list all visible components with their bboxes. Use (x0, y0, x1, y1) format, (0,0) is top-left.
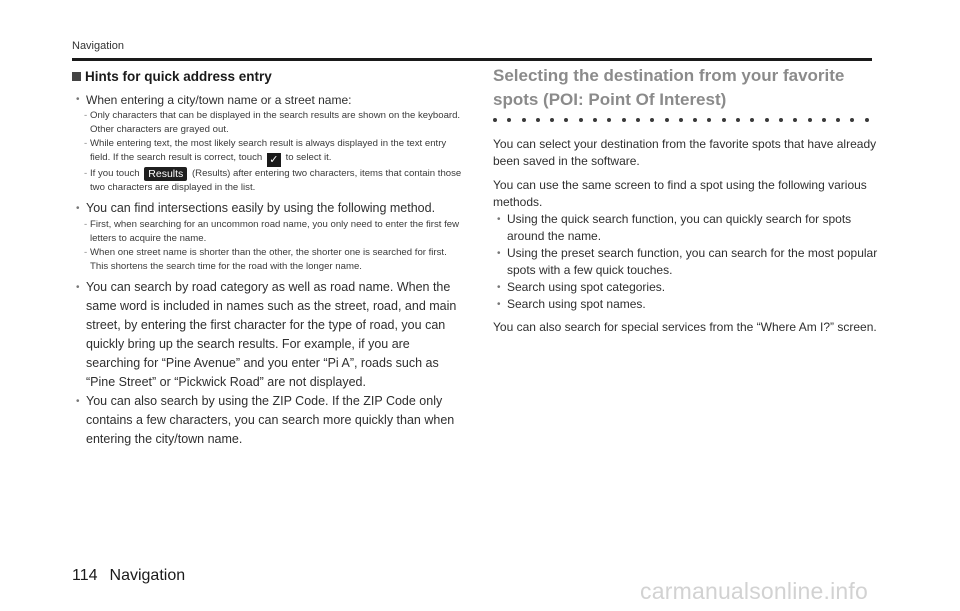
left-column (72, 66, 462, 449)
checkmark-icon: ✓ (267, 153, 281, 167)
section-title-line2: spots (POI: Point Of Interest) (493, 90, 727, 109)
special-services-paragraph: You can also search for special services from the “Where Am I?” screen. (493, 320, 877, 334)
results-button-icon: Results (144, 167, 187, 181)
hint-sub-shorter-name: - When one street name is shorter than the other, the shorter one is searched for first. This shortens the search time for the road with the longer name. (72, 246, 462, 274)
footer-section: Navigation (109, 567, 186, 584)
hint-bullet-road-category: • You can search by road category as well as road name. When the same word is included in names such as the street, road, and main street, by entering the first character for the type of road, you can quickly bring up the search results. For example, if you are searching for “Pine Avenue” and you enter “Pi A”, roads such as “Pine Street” or “Pickwick Road” are not displayed. (72, 278, 462, 392)
hint-sub-entry-field (72, 137, 462, 167)
section-title-line1: Selecting the destination from your favorite (493, 66, 845, 85)
hint-sub-entry-text-b: to select it. (285, 151, 332, 163)
methods-paragraph: You can use the same screen to find a spot using the following various methods. (493, 178, 867, 209)
method-preset-search: • Using the preset search function, you can search for the most popular spots with a few quick touches. (493, 245, 878, 279)
hint-bullet-intersections: • You can find intersections easily by using the following method. (72, 199, 462, 218)
page-number: 114 (72, 567, 98, 584)
hint-bullet-city-street: • When entering a city/town name or a street name: (72, 92, 462, 109)
page-footer (72, 567, 197, 585)
dotted-divider (493, 118, 869, 122)
square-bullet-icon (72, 72, 81, 81)
hints-heading-text: Hints for quick address entry (85, 68, 272, 84)
hint-sub-uncommon-road: - First, when searching for an uncommon road name, you only need to enter the first few letters to acquire the name. (72, 218, 462, 246)
hints-heading (72, 66, 462, 86)
right-column (493, 64, 878, 343)
hint-sub-results-text-b: (Results) after entering two characters, items that contain those two characters are displayed in the list. (90, 167, 462, 193)
hint-sub-results (72, 167, 462, 195)
method-spot-categories: • Search using spot categories. (493, 279, 878, 296)
hint-bullet-zip-code: • You can also search by using the ZIP Code. If the ZIP Code only contains a few characters, you can search more quickly than when entering the city/town name. (72, 392, 462, 449)
running-head: Navigation (72, 40, 124, 52)
intro-paragraph: You can select your destination from the favorite spots that have already been saved in the software. (493, 137, 877, 168)
watermark: carmanualsonline.info (640, 578, 868, 604)
method-quick-search: • Using the quick search function, you can quickly search for spots around the name. (493, 211, 878, 245)
method-spot-names: • Search using spot names. (493, 296, 878, 313)
hint-sub-entry-text-a: While entering text, the most likely search result is always displayed in the text entry field. If the search result is correct, touch (90, 137, 447, 163)
header-rule (72, 58, 872, 61)
hint-sub-results-text-a: If you touch (90, 167, 140, 179)
hint-sub-keyboard: - Only characters that can be displayed in the search results are shown on the keyboard. Other characters are grayed out. (72, 109, 462, 137)
